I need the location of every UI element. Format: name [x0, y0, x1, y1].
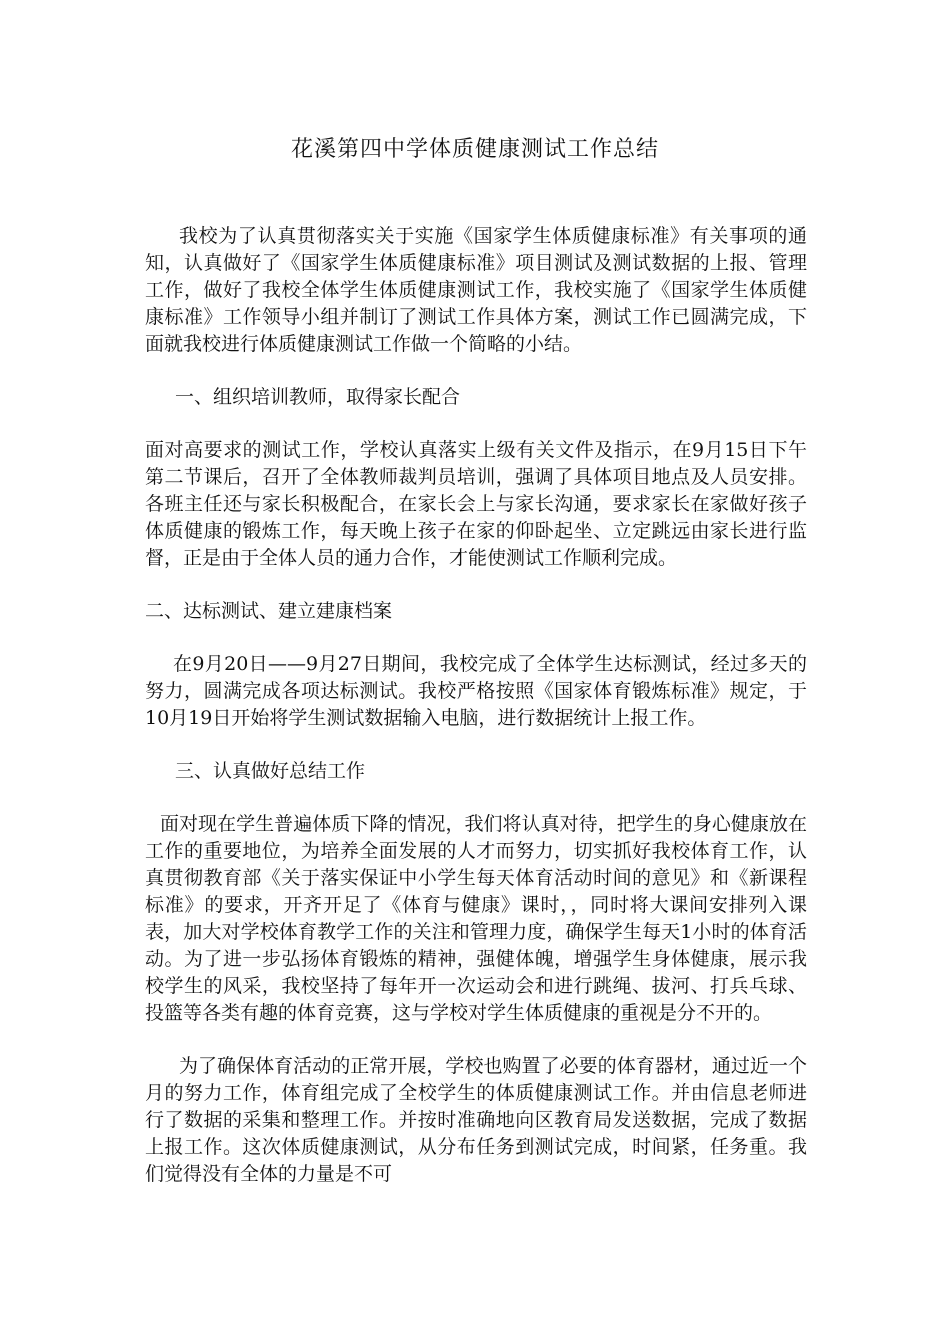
document-title: 花溪第四中学体质健康测试工作总结: [290, 137, 659, 162]
paragraph-training: 面对高要求的测试工作，学校认真落实上级有关文件及指示，在9月15日下午第二节课后，召开了全体教师裁判员培训，强调了具体项目地点及人员安排。各班主任还与家长积极配合，在家长会上与家长沟通，要求家长在家做好孩子体质健康的锻炼工作，每天晚上孩子在家的仰卧起坐、立定跳远由家长进行监督，正是由于全体人员的通力合作，才能使测试工作顺利完成。: [145, 439, 807, 569]
section-heading-2: 二、达标测试、建立建康档案: [145, 600, 393, 622]
section-heading-1: 一、组织培训教师，取得家长配合: [175, 386, 461, 408]
paragraph-intro: 我校为了认真贯彻落实关于实施《国家学生体质健康标准》有关事项的通知，认真做好了《国家学生体质健康标准》项目测试及测试数据的上报、管理工作，做好了我校全体学生体质健康测试工作，我校实施了《国家学生体质健康标准》工作领导小组并制订了测试工作具体方案，测试工作已圆满完成，下面就我校进行体质健康测试工作做一个简略的小结。: [145, 225, 807, 355]
section-heading-3: 三、认真做好总结工作: [175, 760, 366, 782]
document-body: [145, 223, 807, 1188]
paragraph-equipment: 为了确保体育活动的正常开展，学校也购置了必要的体育器材，通过近一个月的努力工作，体育组完成了全校学生的体质健康测试工作。并由信息老师进行了数据的采集和整理工作。并按时准确地向区教育局发送数据，完成了数据上报工作。这次体质健康测试，从分布任务到测试完成，时间紧，任务重。我们觉得没有全体的力量是不可: [145, 1055, 807, 1185]
paragraph-summary: 面对现在学生普遍体质下降的情况，我们将认真对待，把学生的身心健康放在工作的重要地位，为培养全面发展的人才而努力，切实抓好我校体育工作，认真贯彻教育部《关于落实保证中小学生每天体育活动时间的意见》和《新课程标准》的要求，开齐开足了《体育与健康》课时，，同时将大课间安排列入课表，加大对学校体育教学工作的关注和管理力度，确保学生每天1小时的体育活动。为了进一步弘扬体育锻炼的精神，强健体魄，增强学生身体健康，展示我校学生的风采，我校坚持了每年开一次运动会和进行跳绳、拔河、打兵乓球、投篮等各类有趣的体育竞赛，这与学校对学生体质健康的重视是分不开的。: [145, 813, 807, 1024]
paragraph-testing: 在9月20日——9月27日期间，我校完成了全体学生达标测试，经过多天的努力，圆满完成各项达标测试。我校严格按照《国家体育锻炼标准》规定，于10月19日开始将学生测试数据输入电脑，进行数据统计上报工作。: [145, 653, 807, 729]
